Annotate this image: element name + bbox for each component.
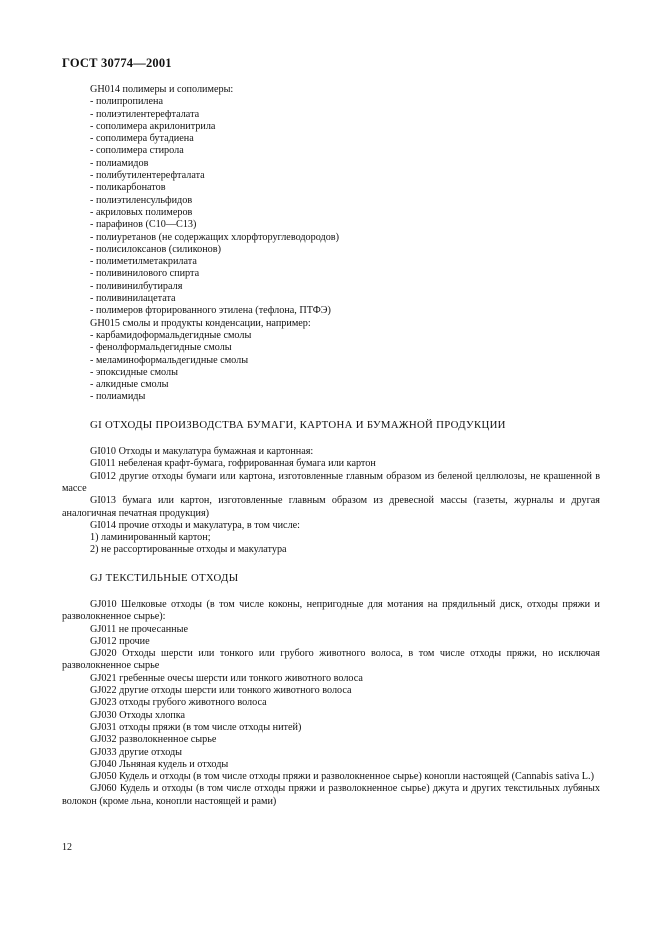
gi010-text: GI010 Отходы и макулатура бумажная и картонная: (90, 446, 314, 458)
gh015-heading: GH015 смолы и продукты конденсации, например: (90, 317, 311, 329)
list-item: - сополимера акрилонитрила (90, 120, 216, 132)
list-item: - полиамидов (90, 157, 149, 169)
list-item: - полиэтиленсульфидов (90, 194, 193, 206)
list-item: - полиметилметакрилата (90, 256, 197, 268)
list-item: - полипропилена (90, 96, 164, 108)
gj023-text: GJ023 отходы грубого животного волоса (90, 697, 267, 709)
gi011-text: GI011 небеленая крафт-бумага, гофрированная бумага или картон (90, 458, 376, 470)
list-item: - полибутилентерефталата (90, 170, 205, 182)
gi014-text: GI014 прочие отходы и макулатура, в том числе: (90, 519, 300, 531)
gi014-sub-2: 2) не рассортированные отходы и макулатура (90, 544, 287, 556)
list-item: - полиэтилентерефталата (90, 108, 200, 120)
list-item: - сополимера стирола (90, 145, 184, 157)
gj021-text: GJ021 гребенные очесы шерсти или тонкого животного волоса (90, 672, 363, 684)
gj020-text: GJ020 Отходы шерсти или тонкого или грубого животного волоса, в том числе отходы пряжи, но исключая разволокненное сырье (62, 648, 600, 672)
list-item: - эпоксидные смолы (90, 366, 178, 378)
list-item: - поливинилового спирта (90, 268, 200, 280)
list-item: - поликарбонатов (90, 182, 166, 194)
gj050-text: GJ050 Кудель и отходы (в том числе отходы пряжи и разволокненное сырье) конопли настоящей (Cannabis sativa L.) (90, 771, 594, 783)
gj012-text: GJ012 прочие (90, 635, 150, 647)
list-item: - полимеров фторированного этилена (тефлона, ПТФЭ) (90, 305, 331, 317)
list-item: - полисилоксанов (силиконов) (90, 243, 221, 255)
list-item: - полиуретанов (не содержащих хлорфторуглеводородов) (90, 231, 340, 243)
list-item: - фенолформальдегидные смолы (90, 342, 232, 354)
gj030-text: GJ030 Отходы хлопка (90, 709, 186, 721)
list-item: - акриловых полимеров (90, 206, 193, 218)
gh014-list (62, 96, 600, 317)
gh015-list (62, 330, 600, 404)
list-item: - сополимера бутадиена (90, 133, 194, 145)
gj022-text: GJ022 другие отходы шерсти или тонкого животного волоса (90, 685, 352, 697)
page-number: 12 (62, 842, 72, 853)
list-item: - парафинов (С10—С13) (90, 219, 197, 231)
list-item: - поливинилацетата (90, 293, 176, 305)
gj040-text: GJ040 Льняная кудель и отходы (90, 758, 229, 770)
gj010-text: GJ010 Шелковые отходы (в том числе коконы, непригодные для мотания на прядильный диск, отходы пряжи и разволокненное сырье): (62, 598, 600, 623)
gi012-text: GI012 другие отходы бумаги или картона, изготовленные главным образом из беленой целлюлозы, не крашенной в массе (62, 470, 600, 494)
page-content (62, 84, 600, 808)
gj031-text: GJ031 отходы пряжи (в том числе отходы нитей) (90, 721, 302, 733)
gj060-text: GJ060 Кудель и отходы (в том числе отходы пряжи и разволокненное сырье) джута и других текстильных лубяных волокон (кроме льна, конопли настоящей и рами) (62, 783, 600, 807)
list-item: - карбамидоформальдегидные смолы (90, 329, 252, 341)
list-item: - меламиноформальдегидные смолы (90, 354, 249, 366)
list-item: - алкидные смолы (90, 379, 169, 391)
section-title-gi: GI ОТХОДЫ ПРОИЗВОДСТВА БУМАГИ, КАРТОНА И БУМАЖНОЙ ПРОДУКЦИИ (90, 418, 506, 431)
list-item: - поливинилбутираля (90, 280, 183, 292)
section-title-gj: GJ ТЕКСТИЛЬНЫЕ ОТХОДЫ (90, 571, 239, 584)
gj033-text: GJ033 другие отходы (90, 746, 183, 758)
document-header: ГОСТ 30774—2001 (62, 56, 172, 70)
gh014-heading: GH014 полимеры и сополимеры: (90, 84, 234, 95)
gj032-text: GJ032 разволокненное сырье (90, 734, 217, 746)
gi013-text: GI013 бумага или картон, изготовленные главным образом из древесной массы (газеты, журналы и другая аналогичная печатная продукция) (62, 495, 600, 519)
gi014-sub-1: 1) ламинированный картон; (90, 532, 211, 544)
gj011-text: GJ011 не прочесанные (90, 623, 189, 635)
list-item: - полиамиды (90, 391, 146, 403)
